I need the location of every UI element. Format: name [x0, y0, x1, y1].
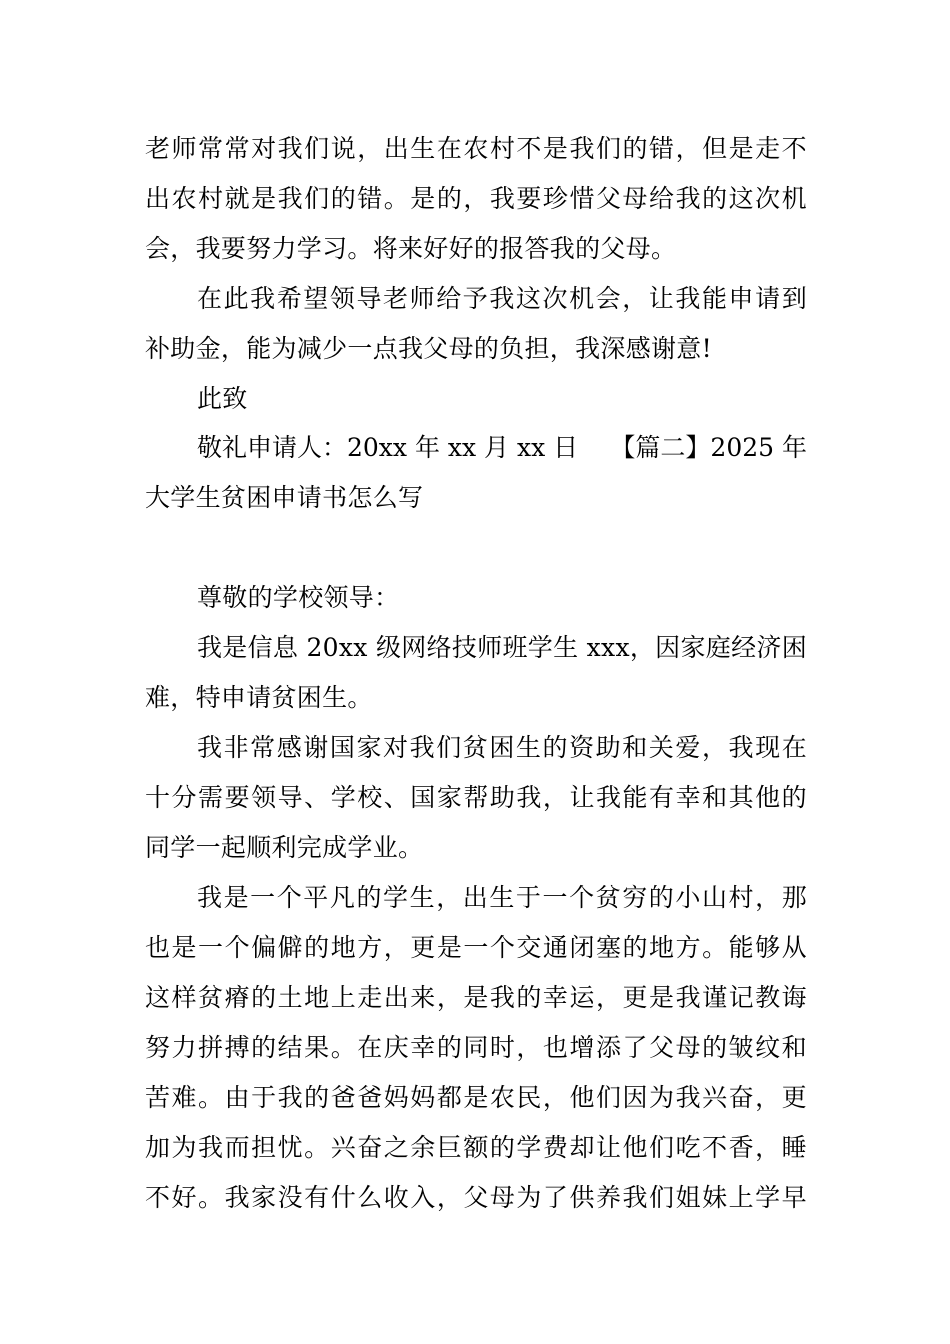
- text-line: 苦难。由于我的爸爸妈妈都是农民，他们因为我兴奋，更: [145, 1083, 807, 1112]
- text-line: 这样贫瘠的土地上走出来，是我的幸运，更是我谨记教诲: [145, 983, 807, 1012]
- text-line: 我非常感谢国家对我们贫困生的资助和关爱，我现在: [197, 733, 807, 762]
- text-line: 加为我而担忧。兴奋之余巨额的学费却让他们吃不香，睡: [145, 1133, 807, 1162]
- text-line: 出农村就是我们的错。是的，我要珍惜父母给我的这次机: [145, 184, 807, 213]
- text-line: 此致: [197, 384, 248, 413]
- text-line: 努力拼搏的结果。在庆幸的同时，也增添了父母的皱纹和: [145, 1033, 807, 1062]
- text-line: 老师常常对我们说，出生在农村不是我们的错，但是走不: [145, 134, 807, 163]
- section-heading-start: 【篇二】2025 年: [610, 433, 807, 462]
- text-line: 难，特申请贫困生。: [145, 683, 373, 712]
- text-line: 在此我希望领导老师给予我这次机会，让我能申请到: [197, 284, 807, 313]
- text-line: 我是一个平凡的学生，出生于一个贫穷的小山村，那: [197, 883, 807, 912]
- text-line: 不好。我家没有什么收入，父母为了供养我们姐妹上学早: [145, 1183, 807, 1212]
- text-line: 同学一起顺利完成学业。: [145, 833, 424, 862]
- text-line: 会，我要努力学习。将来好好的报答我的父母。: [145, 234, 677, 263]
- text-line: 补助金，能为减少一点我父母的负担，我深感谢意!: [145, 334, 712, 363]
- salutation: 尊敬的学校领导：: [197, 583, 400, 612]
- text-line: 十分需要领导、学校、国家帮助我，让我能有幸和其他的: [145, 783, 807, 812]
- signature-date: 敬礼申请人：20xx 年 xx 月 xx 日: [197, 433, 579, 462]
- section-heading: 大学生贫困申请书怎么写: [145, 483, 424, 512]
- text-line: 也是一个偏僻的地方，更是一个交通闭塞的地方。能够从: [145, 933, 807, 962]
- text-line: 我是信息 20xx 级网络技师班学生 xxx，因家庭经济困: [197, 633, 807, 662]
